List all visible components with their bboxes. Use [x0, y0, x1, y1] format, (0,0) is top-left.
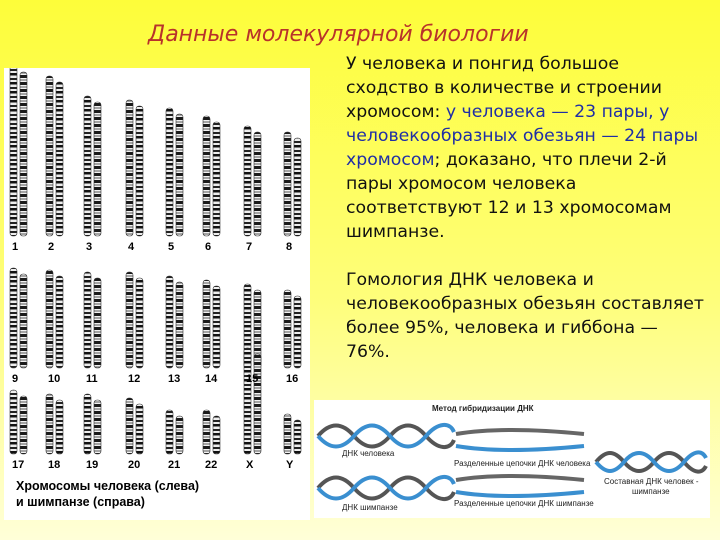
caption-line-2: и шимпанзе (справа): [16, 495, 145, 509]
chromosome-7-chimp: [254, 132, 261, 236]
chromosome-label-9: 9: [12, 373, 19, 385]
hybridization-diagram: [314, 400, 710, 518]
hybridization-svg: [314, 400, 710, 518]
chromosome-label-15: 15: [246, 373, 259, 385]
chromosome-Y-chimp: [294, 420, 301, 454]
split-strands-chimp: [456, 476, 584, 496]
chromosome-Y-human: [284, 414, 291, 454]
label-split-human: Разделенные цепочки ДНК человека: [454, 459, 591, 468]
chromosome-22-chimp: [213, 416, 220, 454]
label-human-dna: ДНК человека: [342, 449, 395, 458]
chromosome-label-16: 16: [286, 373, 299, 385]
chromosome-label-1: 1: [12, 241, 19, 253]
chromosome-label-6: 6: [205, 241, 212, 253]
label-composite-line1: Составная ДНК человек -: [604, 477, 699, 486]
paragraph-dna-homology: Гомология ДНК человека и человекообразных обезьян составляет более 95%, человека и гиббона — 76%.: [346, 270, 704, 362]
chromosome-5-chimp: [176, 114, 183, 236]
hyb-title: Метод гибридизации ДНК: [432, 404, 534, 413]
chromosome-13-human: [166, 276, 173, 368]
helix-human: [318, 425, 454, 447]
chromosome-17-chimp: [20, 396, 27, 454]
chromosome-19-chimp: [94, 400, 101, 454]
chromosome-8-chimp: [294, 138, 301, 236]
chromosome-5-human: [166, 108, 173, 236]
chromosome-label-19: 19: [86, 459, 99, 471]
karyotype-caption: [16, 478, 199, 510]
chromosome-6-human: [203, 116, 210, 236]
chromosome-label-18: 18: [48, 459, 61, 471]
chromosome-label-X: X: [246, 459, 254, 471]
chromosome-1-human: [10, 68, 17, 236]
chromosome-label-Y: Y: [286, 459, 294, 471]
chromosome-4-chimp: [136, 106, 143, 236]
chromosome-label-10: 10: [48, 373, 61, 385]
chromosome-1-chimp: [20, 72, 27, 236]
chromosome-16-human: [284, 290, 291, 368]
chromosome-13-chimp: [176, 282, 183, 368]
para1-text-b: ; доказано, что плечи 2-й пары хромосом человека соответствуют 12 и 13 хромосомам шимпанзе.: [346, 150, 672, 242]
chromosome-20-human: [126, 398, 133, 454]
chromosome-label-13: 13: [168, 373, 181, 385]
label-split-chimp: Разделенные цепочки ДНК шимпанзе: [454, 499, 594, 508]
chromosome-8-human: [284, 132, 291, 236]
label-chimp-dna: ДНК шимпанзе: [342, 503, 398, 512]
chromosome-2-chimp: [56, 82, 63, 236]
chromosome-label-12: 12: [128, 373, 141, 385]
slide-body: [346, 52, 706, 364]
chromosome-label-21: 21: [168, 459, 181, 471]
karyotype-image: [4, 68, 310, 520]
slide-title: Данные молекулярной биологии: [148, 22, 529, 47]
chromosome-label-5: 5: [168, 241, 175, 253]
chromosome-10-chimp: [56, 276, 63, 368]
chromosome-label-2: 2: [48, 241, 55, 253]
karyotype-svg: [4, 68, 310, 520]
chromosome-label-3: 3: [86, 241, 93, 253]
chromosome-9-human: [10, 268, 17, 368]
chromosome-21-chimp: [176, 416, 183, 454]
chromosome-7-human: [244, 126, 251, 236]
para1-text-a: У человека и понгид большое сходство в количестве и строении хромосом:: [346, 54, 662, 122]
chromosome-10-human: [46, 270, 53, 368]
chromosome-label-17: 17: [12, 459, 25, 471]
chromosome-label-4: 4: [128, 241, 135, 253]
label-composite-line2: шимпанзе: [632, 487, 670, 496]
chromosome-2-human: [46, 76, 53, 236]
chromosome-14-chimp: [213, 286, 220, 368]
chromosome-18-human: [46, 394, 53, 454]
chromosome-X-chimp: [254, 354, 261, 454]
chromosome-14-human: [203, 280, 210, 368]
paragraph-chromosomes: [346, 52, 706, 244]
split-strands-human: [456, 430, 584, 450]
chromosome-label-11: 11: [86, 373, 98, 385]
chromosome-21-human: [166, 410, 173, 454]
chromosome-12-chimp: [136, 278, 143, 368]
chromosome-17-human: [10, 390, 17, 454]
chromosome-11-human: [84, 272, 91, 368]
chromosome-3-human: [84, 96, 91, 236]
chromosome-label-20: 20: [128, 459, 141, 471]
chromosome-11-chimp: [94, 278, 101, 368]
chromosome-20-chimp: [136, 404, 143, 454]
chromosome-X-human: [244, 348, 251, 454]
chromosome-22-human: [203, 410, 210, 454]
chromosome-9-chimp: [20, 274, 27, 368]
para1-highlight: у человека — 23 пары, у человекообразных обезьян — 24 пары хромосом: [346, 102, 699, 170]
helix-composite: [596, 452, 706, 471]
chromosome-label-22: 22: [205, 459, 218, 471]
chromosome-19-human: [84, 394, 91, 454]
chromosome-3-chimp: [94, 102, 101, 236]
chromosome-16-chimp: [294, 296, 301, 368]
chromosome-label-14: 14: [205, 373, 218, 385]
chromosome-4-human: [126, 100, 133, 236]
chromosome-18-chimp: [56, 400, 63, 454]
chromosome-12-human: [126, 272, 133, 368]
helix-chimp: [318, 477, 454, 499]
chromosome-label-7: 7: [246, 241, 253, 253]
chromosome-6-chimp: [213, 122, 220, 236]
chromosome-label-8: 8: [286, 241, 293, 253]
caption-line-1: Хромосомы человека (слева): [16, 479, 200, 493]
